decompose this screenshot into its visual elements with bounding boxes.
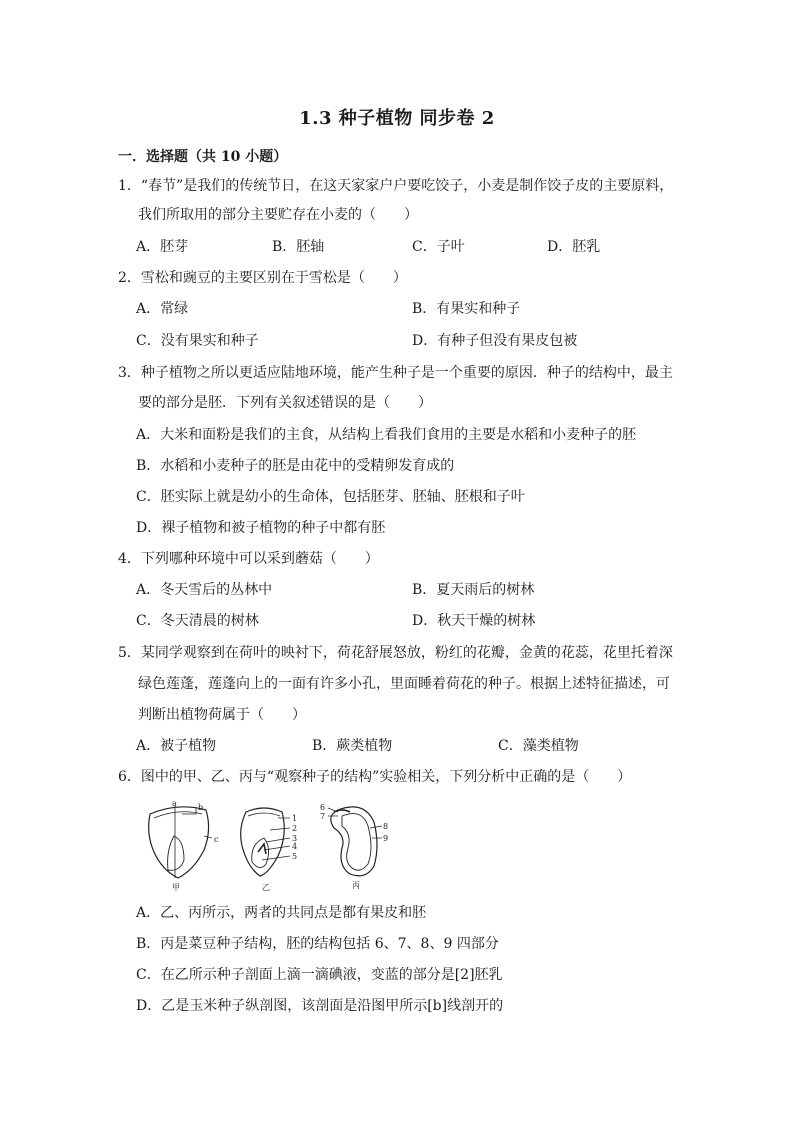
figure-label-4: 4 [292,842,298,851]
figure-caption-yi: 乙 [262,883,270,892]
question-3-option-c: C．胚实际上就是幼小的生命体，包括胚芽、胚轴、胚根和子叶 [136,489,525,505]
question-1-option-c: C．子叶 [412,239,465,255]
section-heading: 一．选择题（共 10 小题） [118,149,288,165]
figure-label-8: 8 [383,822,388,831]
question-3-stem-line-1: 3．种子植物之所以更适应陆地环境，能产生种子是一个重要的原因．种子的结构中，最主 [118,365,673,381]
question-3-stem-line-2: 要的部分是胚．下列有关叙述错误的是（ ） [138,395,432,411]
figure-caption-jia: 甲 [172,883,180,892]
question-1-stem-line-2: 我们所取用的部分主要贮存在小麦的（ ） [138,207,418,223]
question-1-option-a: A．胚芽 [136,239,189,255]
figure-label-2: 2 [292,824,298,833]
page-title: 1.3 种子植物 同步卷 2 [299,108,495,129]
seed-diagram [138,800,388,892]
figure-label-1: 1 [292,814,298,823]
figure-label-3: 3 [292,834,298,843]
figure-label-9: 9 [383,834,388,843]
question-5-stem-line-2: 绿色莲蓬，莲蓬向上的一面有许多小孔，里面睡着荷花的种子。根据上述特征描述，可 [138,676,670,692]
question-1-stem-line-1: 1．“春节”是我们的传统节日，在这天家家户户要吃饺子，小麦是制作饺子皮的主要原料， [118,178,674,194]
question-2-option-c: C．没有果实和种子 [136,333,259,349]
question-2-option-b: B．有果实和种子 [412,301,521,317]
question-6-option-b: B．丙是菜豆种子结构，胚的结构包括 6、7、8、9 四部分 [136,936,499,952]
figure-label-a: a [172,800,177,808]
question-4-option-d: D．秋天干燥的树林 [412,613,536,629]
question-2-option-a: A．常绿 [136,301,189,317]
question-6-option-d: D．乙是玉米种子纵剖图，该剖面是沿图甲所示[b]线剖开的 [136,998,504,1014]
seed-structure-figure [138,800,388,892]
question-4-option-b: B．夏天雨后的树林 [412,582,535,598]
question-4-stem: 4．下列哪种环境中可以采到蘑菇（ ） [118,551,379,567]
question-5-option-b: B．蕨类植物 [312,738,393,754]
figure-bing [328,807,382,876]
figure-label-c: c [214,835,219,844]
figure-label-5: 5 [292,852,298,861]
figure-yi [241,808,290,876]
question-2-option-d: D．有种子但没有果皮包被 [412,333,578,349]
question-5-option-c: C．藻类植物 [498,738,579,754]
question-1-option-d: D．胚乳 [547,239,601,255]
question-3-option-a: A．大米和面粉是我们的主食，从结构上看我们食用的主要是水稻和小麦种子的胚 [136,427,637,443]
question-5-stem-line-3: 判断出植物荷属于（ ） [138,707,306,723]
figure-label-6: 6 [320,803,326,812]
figure-label-b: b [198,803,204,812]
question-4-option-c: C．冬天清晨的树林 [136,613,259,629]
question-5-stem-line-1: 5．某同学观察到在荷叶的映衬下，荷花舒展怒放，粉红的花瓣，金黄的花蕊，花里托着深 [118,645,673,661]
figure-label-7: 7 [320,812,326,821]
figure-jia [149,806,212,878]
question-3-option-b: B．水稻和小麦种子的胚是由花中的受精卵发育成的 [136,458,455,474]
question-5-option-a: A．被子植物 [136,738,217,754]
question-6-option-c: C．在乙所示种子剖面上滴一滴碘液，变蓝的部分是[2]胚乳 [136,967,503,983]
question-3-option-d: D．裸子植物和被子植物的种子中都有胚 [136,520,386,536]
question-4-option-a: A．冬天雪后的丛林中 [136,582,273,598]
figure-caption-bing: 丙 [352,881,360,890]
question-6-stem: 6．图中的甲、乙、丙与“观察种子的结构”实验相关，下列分析中正确的是（ ） [118,769,632,785]
question-2-stem: 2．雪松和豌豆的主要区别在于雪松是（ ） [118,270,407,286]
question-6-option-a: A．乙、丙所示，两者的共同点是都有果皮和胚 [136,905,427,921]
question-1-option-b: B．胚轴 [272,239,325,255]
